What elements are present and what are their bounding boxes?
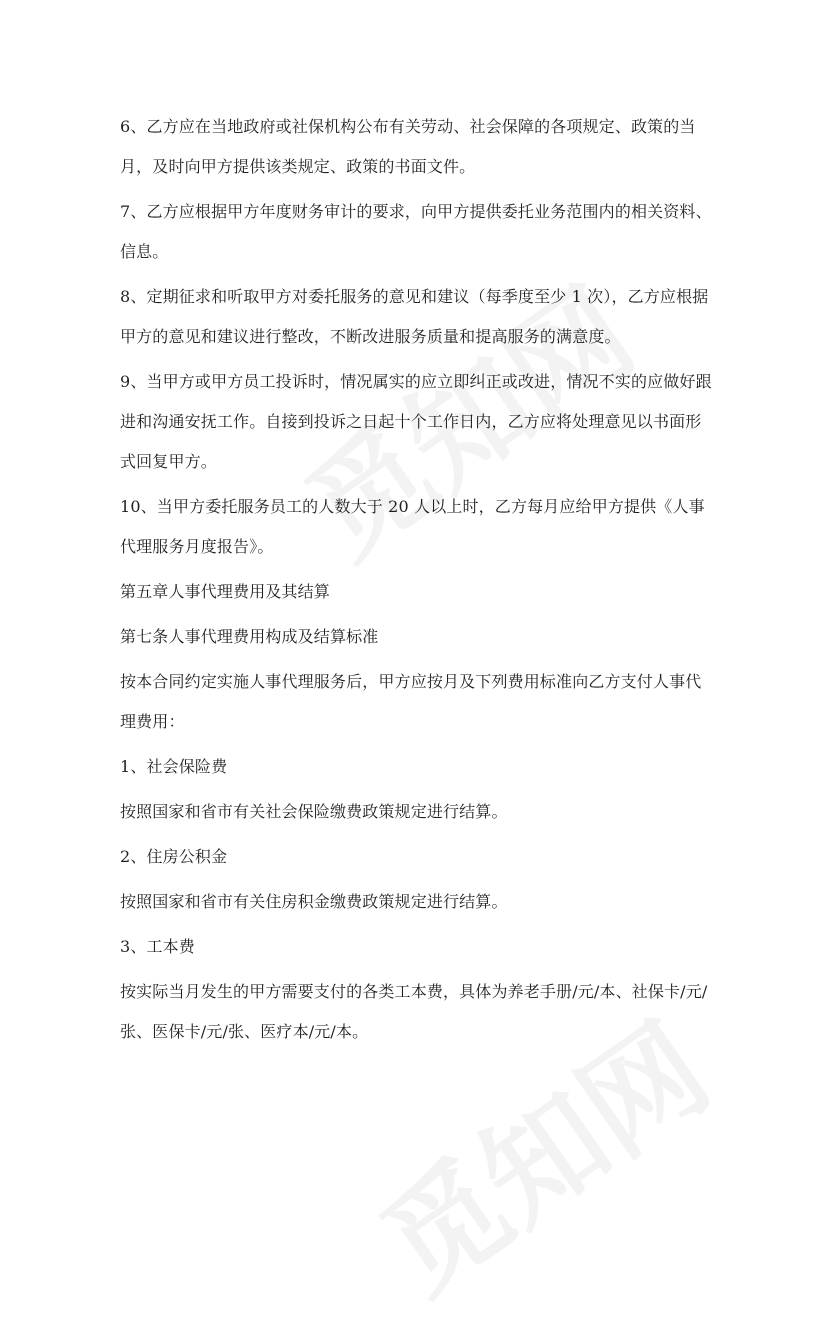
item-housing-fund: 2、住房公积金: [120, 847, 228, 866]
article-heading: 第七条人事代理费用构成及结算标准: [120, 627, 379, 646]
production-fee-detail: 按实际当月发生的甲方需要支付的各类工本费，具体为养老手册/元/本、社保卡/元/张、医保卡/元/张、医疗本/元/本。: [120, 982, 708, 1041]
housing-fund-detail: 按照国家和省市有关住房积金缴费政策规定进行结算。: [120, 892, 508, 911]
clause-9: 9、当甲方或甲方员工投诉时，情况属实的应立即纠正或改进，情况不实的应做好跟进和沟通安抚工作。自接到投诉之日起十个工作日内，乙方应将处理意见以书面形式回复甲方。: [120, 372, 712, 471]
clause-7: 7、乙方应根据甲方年度财务审计的要求，向甲方提供委托业务范围内的相关资料、信息。: [120, 202, 712, 261]
clause-10: 10、当甲方委托服务员工的人数大于 20 人以上时，乙方每月应给甲方提供《人事代理服务月度报告》。: [120, 497, 705, 556]
chapter-heading: 第五章人事代理费用及其结算: [120, 582, 330, 601]
clause-8: 8、定期征求和听取甲方对委托服务的意见和建议（每季度至少 1 次），乙方应根据甲方的意见和建议进行整改，不断改进服务质量和提高服务的满意度。: [120, 287, 709, 346]
payment-intro: 按本合同约定实施人事代理服务后，甲方应按月及下列费用标准向乙方支付人事代理费用：: [120, 672, 702, 731]
social-insurance-detail: 按照国家和省市有关社会保险缴费政策规定进行结算。: [120, 802, 508, 821]
item-production-fee: 3、工本费: [120, 937, 195, 956]
document-body: [120, 107, 716, 1057]
item-social-insurance: 1、社会保险费: [120, 757, 228, 776]
clause-6: 6、乙方应在当地政府或社保机构公布有关劳动、社会保障的各项规定、政策的当月，及时向甲方提供该类规定、政策的书面文件。: [120, 117, 696, 176]
